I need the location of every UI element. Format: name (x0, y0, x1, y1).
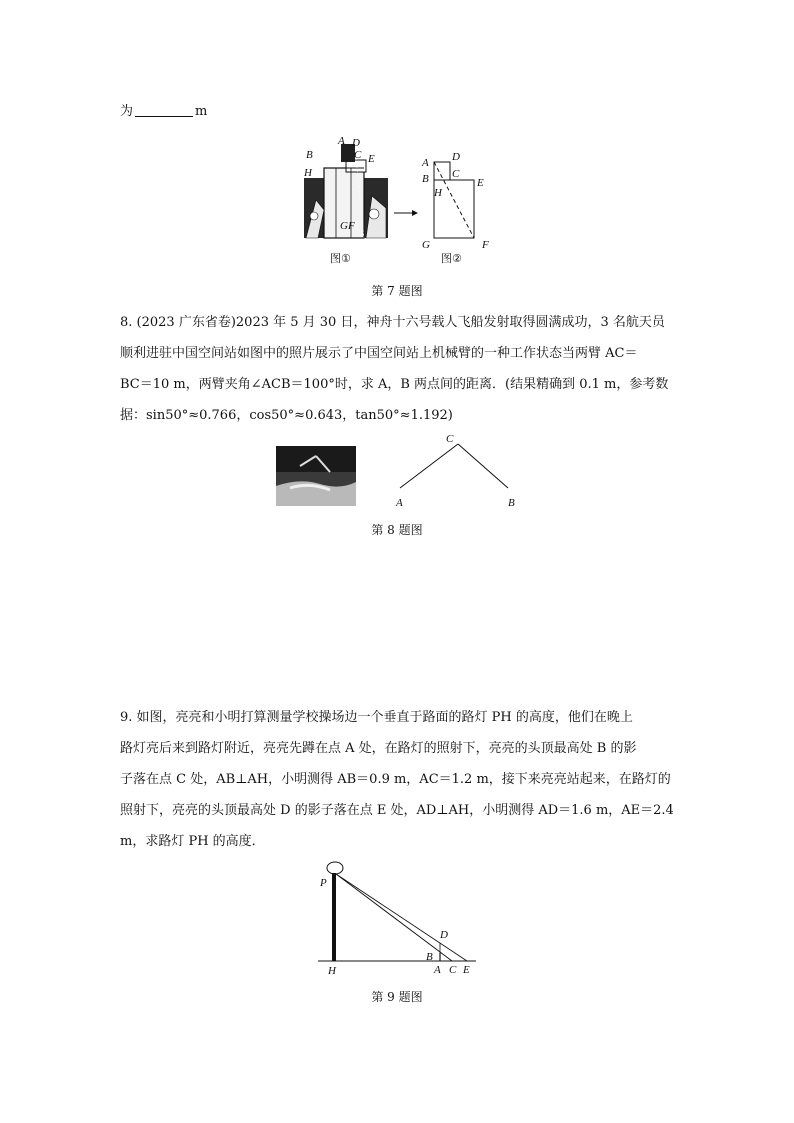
arm-AC (400, 444, 458, 488)
light-ray-C (336, 874, 452, 961)
fig1-label-A: A (338, 135, 345, 147)
fig2-label-H: H (434, 187, 442, 199)
light-ray-E (336, 874, 467, 961)
fig1-caption: 图① (330, 252, 351, 265)
fig1-label-F: F (348, 220, 355, 232)
q8-label-A: A (396, 497, 403, 509)
q7-figure (296, 130, 506, 270)
fig1-label-D: D (352, 137, 360, 149)
q9-caption: 第 9 题图 (371, 990, 423, 1004)
q9-label-A: A (434, 964, 441, 976)
fig2-label-F: F (482, 239, 489, 251)
fig2-label-C: C (452, 168, 460, 180)
answer-blank[interactable] (135, 104, 193, 117)
q9-figure (312, 856, 484, 980)
fig1-label-E: E (368, 153, 375, 165)
fig2-label-E: E (477, 177, 484, 189)
fig1-label-B: B (306, 149, 313, 161)
q8-figure (270, 430, 530, 514)
lamp-icon (327, 862, 343, 874)
q9-label-C: C (449, 964, 457, 976)
fig2-label-A: A (422, 157, 429, 169)
arm-BC (458, 444, 508, 488)
q9-label-P: P (320, 877, 327, 889)
q9-text: 9. 如图，亮亮和小明打算测量学校操场边一个垂直于路面的路灯 PH 的高度，他们在晚上 路灯亮后来到路灯附近，亮亮先蹲在点 A 处，在路灯的照射下，亮亮的头顶最高处 B 的影 子落在点 C 处，AB⊥AH，小明测得 AB＝0.9 m，AC＝1.2 m，接下来亮亮站起来，在路灯的 照射下，亮亮的头顶最高处 D 的影子落在点 E 处，AD⊥AH，小明测得 AD＝1.6 m，AE＝2.4 m，求路灯 PH 的高度． (120, 710, 674, 849)
q8-label-B: B (508, 497, 515, 509)
fig1-label-G: G (340, 220, 348, 232)
fig1-label-H: H (304, 167, 312, 179)
fig2-label-D: D (452, 151, 460, 163)
q9-label-B: B (426, 951, 433, 963)
fig2-label-B: B (422, 173, 429, 185)
q9-label-H: H (328, 965, 336, 977)
q9-label-D: D (440, 929, 448, 941)
space-station-photo (276, 446, 356, 506)
q8-caption: 第 8 题图 (371, 523, 423, 537)
q7-caption: 第 7 题图 (371, 284, 423, 298)
arrow-head-icon (412, 210, 418, 216)
fig2-label-G: G (422, 239, 430, 251)
q8-label-C: C (446, 433, 454, 445)
q8-text: 8. (2023 广东省卷)2023 年 5 月 30 日，神舟十六号载人飞船发射取得圆满成功，3 名航天员 顺利进驻中国空间站如图中的照片展示了中国空间站上机械臂的一种工作状态当两臂 AC＝ BC＝10 m，两臂夹角∠ACB＝100°时，求 A，B 两点间的距离．(结果精确到 0.1 m，参考数 据：sin50°≈0.766，cos50°≈0.643，tan50°≈1.192) (120, 315, 669, 423)
fig2-caption: 图② (441, 252, 462, 265)
q7-answer-line: 为 m (120, 104, 208, 119)
q9-label-E: E (463, 964, 470, 976)
fig1-label-C: C (354, 149, 362, 161)
lamp-pole (332, 873, 336, 961)
